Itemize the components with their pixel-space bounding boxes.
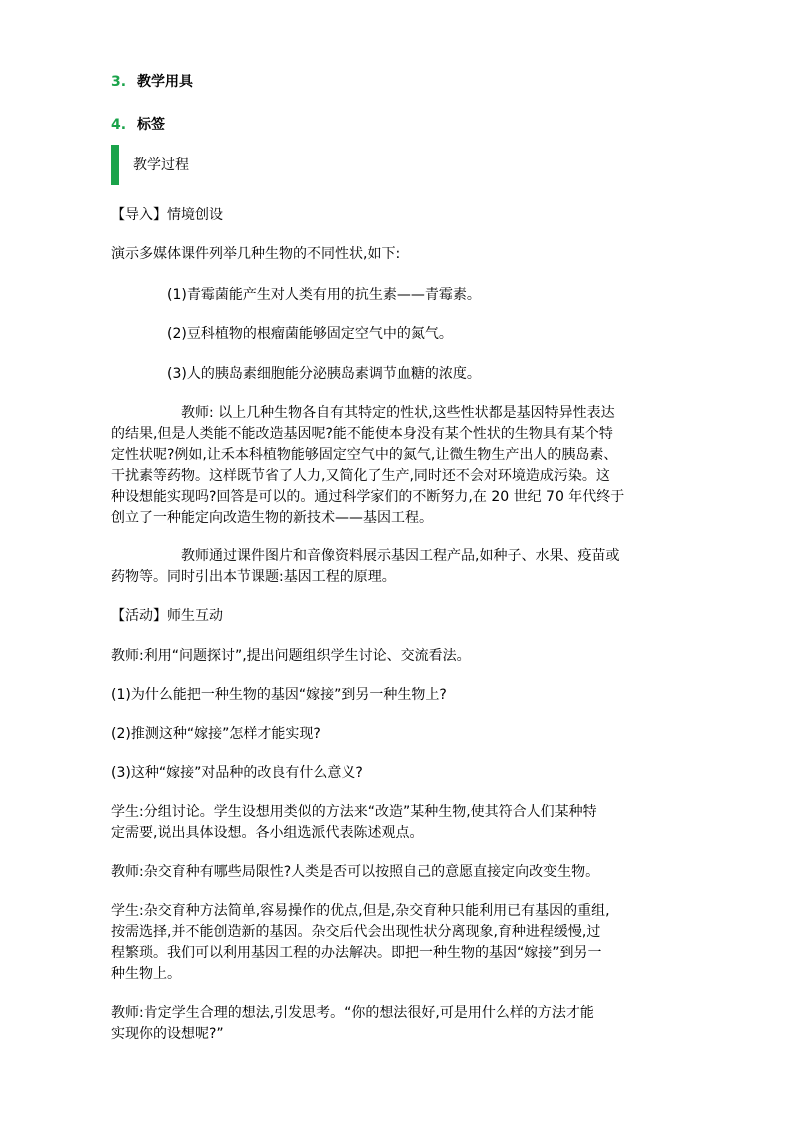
- example-1: (1)青霉菌能产生对人类有用的抗生素——青霉素。: [167, 287, 481, 303]
- paragraph-line: 按需选择,并不能创造新的基因。杂交后代会出现性状分离现象,育种进程缓慢,过: [111, 924, 601, 940]
- list-label: 教学用具: [137, 74, 193, 90]
- question-1: (1)为什么能把一种生物的基因“嫁接”到另一种生物上?: [111, 687, 447, 703]
- list-number: 3.: [111, 74, 127, 90]
- teacher-statement-2: 教师:杂交育种有哪些局限性?人类是否可以按照自己的意愿直接定向改变生物。: [111, 864, 600, 880]
- list-label: 标签: [137, 117, 165, 133]
- paragraph-line: 实现你的设想呢?”: [111, 1026, 224, 1042]
- question-2: (2)推测这种“嫁接”怎样才能实现?: [111, 726, 321, 742]
- paragraph-line: 定性状呢?例如,让禾本科植物能够固定空气中的氮气,让微生物生产出人的胰岛素、: [111, 447, 618, 463]
- list-item-4: [111, 116, 165, 134]
- paragraph-line: 教师:肯定学生合理的想法,引发思考。“你的想法很好,可是用什么样的方法才能: [111, 1005, 594, 1021]
- paragraph-line: 学生:分组讨论。学生设想用类似的方法来“改造”某种生物,使其符合人们某种特: [111, 804, 597, 820]
- paragraph-line: 教师: 以上几种生物各自有其特定的性状,这些性状都是基因特异性表达: [181, 405, 615, 421]
- activity-heading: 【活动】师生互动: [111, 608, 223, 624]
- question-3: (3)这种“嫁接”对品种的改良有什么意义?: [111, 765, 363, 781]
- paragraph-line: 种生物上。: [111, 966, 181, 982]
- intro-heading: 【导入】情境创设: [111, 207, 223, 223]
- paragraph-line: 定需要,说出具体设想。各小组选派代表陈述观点。: [111, 825, 424, 841]
- section-title: 教学过程: [133, 157, 189, 173]
- paragraph-line: 的结果,但是人类能不能改造基因呢?能不能使本身没有某个性状的生物具有某个特: [111, 426, 613, 442]
- intro-lead: 演示多媒体课件列举几种生物的不同性状,如下:: [111, 246, 401, 262]
- example-2: (2)豆科植物的根瘤菌能够固定空气中的氮气。: [167, 326, 453, 342]
- example-3: (3)人的胰岛素细胞能分泌胰岛素调节血糖的浓度。: [167, 366, 481, 382]
- paragraph-line: 学生:杂交育种方法简单,容易操作的优点,但是,杂交育种只能利用已有基因的重组,: [111, 903, 610, 919]
- paragraph-line: 种设想能实现吗?回答是可以的。通过科学家们的不断努力,在 20 世纪 70 年代终于: [111, 489, 625, 505]
- paragraph-line: 创立了一种能定向改造生物的新技术——基因工程。: [111, 510, 433, 526]
- paragraph-line: 药物等。同时引出本节课题:基因工程的原理。: [111, 569, 396, 585]
- list-item-3: [111, 73, 193, 91]
- paragraph-line: 程繁琐。我们可以利用基因工程的办法解决。即把一种生物的基因“嫁接”到另一: [111, 945, 602, 961]
- paragraph-line: 教师通过课件图片和音像资料展示基因工程产品,如种子、水果、疫苗或: [181, 548, 620, 564]
- section-header: [111, 145, 311, 185]
- teacher-statement-1: 教师:利用“问题探讨”,提出问题组织学生讨论、交流看法。: [111, 648, 471, 664]
- section-accent-bar: [111, 145, 119, 185]
- list-number: 4.: [111, 117, 127, 133]
- paragraph-line: 干扰素等药物。这样既节省了人力,又简化了生产,同时还不会对环境造成污染。这: [111, 468, 610, 484]
